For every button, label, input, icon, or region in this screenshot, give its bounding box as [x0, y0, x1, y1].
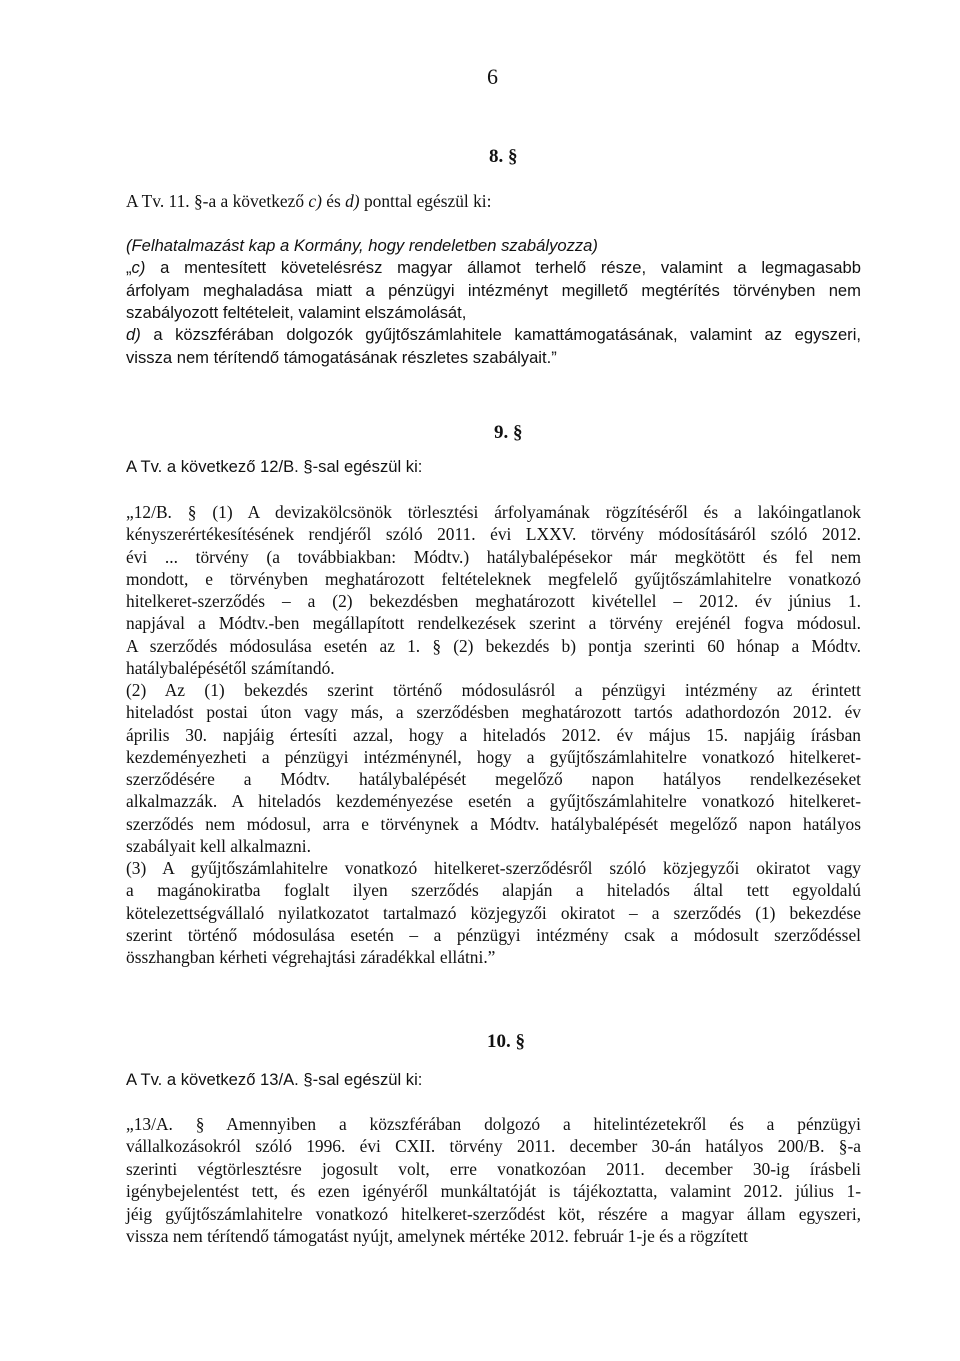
section-10-line: vállalkozásokról szóló 1996. évi CXII. törvény 2011. december 30-án hatályos 200/B. §-a — [126, 1136, 861, 1157]
section-9-line: szabályait kell alkalmazni. — [126, 835, 311, 856]
section-9-line: hitelkeret-szerződés – a (2) bekezdésben meghatározott kivétellel – 2012. év június 1. — [126, 591, 861, 611]
section-9-line: hiteladóst postai úton vagy más, a szerződésben meghatározott tartós adathordozón 2012. év — [126, 702, 861, 723]
section-9-line: hatálybalépésétől számítandó. — [126, 657, 335, 678]
section-8-line: árfolyam meghaladása miatt a pénzügyi intézményt megillető megtérítés törvényben nem — [126, 280, 861, 300]
section-9-line: (3) A gyűjtőszámlahitelre vonatkozó hitelkeret-szerződésről szóló közjegyzői okiratot vagy — [126, 858, 861, 878]
section-9-line: kezdeményezheti a pénzügyi intézménynél, hogy a gyűjtőszámlahitelre vonatkozó hitelkeret- — [126, 746, 861, 767]
section-9-line: (2) Az (1) bekezdés szerint történő módosulásról a pénzügyi intézmény az érintett — [126, 680, 861, 700]
section-9-line: április 30. napjáig értesíti azzal, hogy a hiteladós 2012. év május 15. napjáig írásban — [126, 724, 861, 745]
section-10-line: igénybejelentést tett, és ezen igényéről munkáltatóját is tájékoztatta, valamint 2012. július 1- — [126, 1181, 861, 1202]
section-10-line: vissza nem térítendő támogatást nyújt, amelynek mértéke 2012. február 1-je és a rögzített — [126, 1226, 748, 1246]
section-9-intro: A Tv. a következő 12/B. §-sal egészül ki: — [126, 457, 423, 476]
section-9-line: összhangban kérheti végrehajtási záradékkal ellátni.” — [126, 947, 496, 967]
section-9-line: mondott, e törvényben meghatározott feltételeknek megfelelő gyűjtőszámlahitelre vonatkozó — [126, 568, 861, 589]
section-9-line: szerződésére a Módtv. hatálybalépését megelőző napon hatályos rendelkezéseket — [126, 769, 861, 789]
section-9-line: kényszerértékesítésének rendjéről szóló 2011. évi LXXV. törvény módosításáról szóló 2012. — [126, 524, 861, 545]
section-10-line: jéig gyűjtőszámlahitelre vonatkozó hitelkeret-szerződést köt, részére a magyar állam egyszeri, — [126, 1203, 861, 1224]
section-8-line: (Felhatalmazást kap a Kormány, hogy rendeletben szabályozza) — [126, 236, 598, 255]
section-8-heading: 8. § — [489, 146, 518, 167]
section-10-intro: A Tv. a következő 13/A. §-sal egészül ki: — [126, 1070, 423, 1089]
section-8-line: vissza nem térítendő támogatásának részletes szabályait.” — [126, 347, 557, 367]
section-9-line: alkalmazzák. A hiteladós kezdeményezése esetén a gyűjtőszámlahitelre vonatkozó hitelkeret- — [126, 791, 861, 812]
section-10-heading: 10. § — [487, 1031, 525, 1052]
section-8-line: szabályozott feltételeit, valamint elszámolását, — [126, 302, 467, 322]
section-9-heading: 9. § — [494, 422, 523, 443]
section-9-line: szerint történő módosulása esetén – a pénzügyi intézmény csak a módosult szerződéssel — [126, 924, 861, 945]
section-10-line: „13/A. § Amennyiben a közszférában dolgozó a hitelintézetekről és a pénzügyi — [126, 1114, 861, 1134]
section-9-line: a magánokiratba foglalt ilyen szerződés alapján a hiteladós által tett egyoldalú — [126, 880, 861, 901]
section-9-line: kötelezettségvállaló nyilatkozatot tartalmazó közjegyzői okiratot – a szerződés (1) bekezdése — [126, 902, 861, 923]
section-10-line: szerinti végtörlesztésre jogosult volt, erre vonatkozóan 2011. december 30-ig írásbeli — [126, 1158, 861, 1179]
section-9-line: évi ... törvény (a továbbiakban: Módtv.) hatálybalépésekor már megkötött és fel nem — [126, 546, 861, 567]
section-9-line: szerződés nem módosul, arra e törvénynek a Módtv. hatálybalépését megelőző napon hatályos — [126, 813, 861, 834]
page-number: 6 — [487, 64, 498, 89]
section-8-line: „c) a mentesített követelésrész magyar államot terhelő része, valamint a legmagasabb — [126, 258, 861, 278]
section-9-line: A szerződés módosulása esetén az 1. § (2) bekezdés b) pontja szerinti 60 hónap a Módtv. — [126, 635, 861, 656]
section-8-intro: A Tv. 11. §-a a következő c) és d) ponttal egészül ki: — [126, 191, 492, 211]
section-8-line: d) a közszférában dolgozók gyűjtőszámlahitele kamattámogatásának, valamint az egyszeri, — [126, 325, 861, 345]
section-9-line: napjával a Módtv.-ben megállapított rendelkezések szerint a törvény erejénél fogva módosul. — [126, 613, 861, 634]
section-9-line: „12/B. § (1) A devizakölcsönök törlesztési árfolyamának rögzítéséről és a lakóingatlanok — [126, 502, 861, 522]
